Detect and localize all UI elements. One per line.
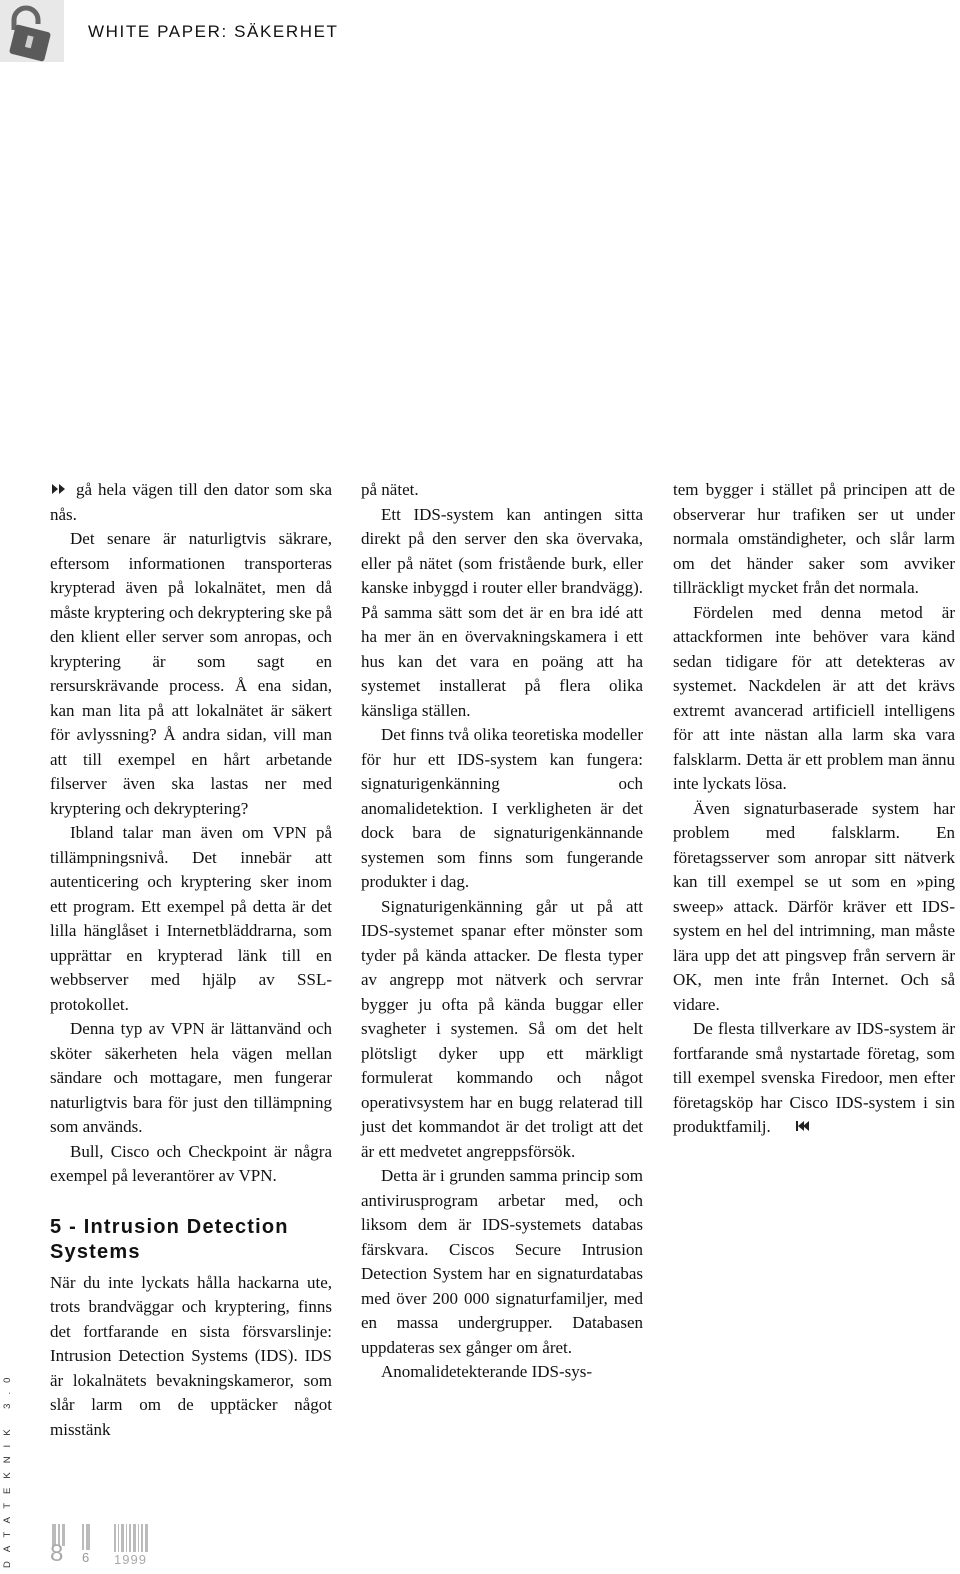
end-of-article-icon [775, 1115, 811, 1140]
paragraph: Det senare är naturligtvis säkrare, eftersom informationen transporteras krypterad även på lokalnätet, men då måste kryptering och dekryptering ske på den klient eller server som anropas, och kryptering är som sagt en rersurskrävande process. Å ena sidan, kan man lita på att lokalnätet är säkert för avlyssning? Å andra sidan, vill man att till exempel en hårt arbetande filserver även ska lastas ner med kryptering och dekryptering? [50, 529, 332, 818]
paragraph [50, 478, 332, 527]
issue-number: 6 [82, 1550, 90, 1565]
paragraph: Ibland talar man även om VPN på tillämpningsnivå. Det innebär att autenticering och kryptering sker inom ett program. Ett exempel på detta är det lilla hänglåset i Internetbläddrarna, som upprättar en krypterad länk till en webbserver med hjälp av SSL-protokollet. [50, 823, 332, 1014]
issue-year: 1999 [114, 1552, 147, 1567]
padlock-icon [0, 0, 64, 62]
paragraph: tem bygger i stället på principen att de observerar hur trafiken ser ut under normala omständigheter, och slår larm om det händer saker som avviker tillräckligt mycket från det normala. [673, 480, 955, 597]
magazine-brand: DATATEKNIK 3.0 [2, 1368, 13, 1568]
article-column-1 [50, 478, 332, 1442]
paragraph: Ett IDS-system kan antingen sitta direkt på den server den ska övervaka, eller på nätet (som fristående burk, eller kanske inbyggd i router eller brandvägg). På samma sätt som det är en bra idé att ha mer än en övervakningskamera i ett hus kan det vara en poäng att ha systemet installerat på flera olika känsliga ställen. [361, 504, 643, 720]
page-header [0, 0, 960, 64]
paragraph: Även signaturbaserade system har problem med falsklarm. En företagsserver som anropar sitt nätverk kan till exempel se ut som en »ping sweep» attack. Därför kräver ett IDS-system en hel del intrimning, man måste lära upp det att pingsvep från servern är OK, men inte från Internet. Och så vidare. [673, 798, 955, 1014]
barcode-graphic [50, 1524, 170, 1570]
paragraph: Detta är i grunden samma princip som antivirusprogram arbetar med, och liksom dem är IDS-systemets databas färskvara. Ciscos Secure Intrusion Detection System har en signaturdatabas med över 200 000 signaturfamiljer, med en massa undergrupper. Databasen uppdateras sex gånger om året. [361, 1166, 643, 1357]
paragraph: Signaturigenkänning går ut på att IDS-systemet spanar efter mönster som tyder på kända attacker. De flesta typer av angrepp mot nätverk och servrar bygger ju ofta på kända buggar eller svagheter i systemen. Så om det helt plötsligt dyker upp ett märkligt formulerat kommando och något operativsystem har en bugg relaterad till just det kommandot är det troligt att det är ett medvetet angreppsförsök. [361, 896, 643, 1161]
header-title: WHITE PAPER: SÄKERHET [88, 22, 339, 41]
paragraph: Anomalidetekterande IDS-sys- [381, 1362, 593, 1381]
paragraph-text: gå hela vägen till den dator som ska nås. [50, 480, 332, 524]
paragraph: Bull, Cisco och Checkpoint är några exempel på leverantörer av VPN. [50, 1141, 332, 1185]
article-column-3 [673, 478, 955, 1140]
paragraph: Denna typ av VPN är lättanvänd och sköter säkerheten hela vägen mellan sändare och mottagare, men fungerar naturligtvis bara för just den tillämpning som används. [50, 1019, 332, 1136]
section-heading: 5 - Intrusion Detection Systems [50, 1215, 289, 1263]
page-footer [50, 1524, 170, 1570]
paragraph: på nätet. [361, 480, 419, 499]
paragraph [673, 1017, 955, 1140]
paragraph: Fördelen med denna metod är attackformen inte behöver vara känd sedan tidigare för att detekteras av systemet. Nackdelen är att det krävs extremt avancerad artificiell intelligens för att inte nästan alla larm ska vara falsklarm. Detta är ett problem man ännu inte lyckats lösa. [673, 602, 955, 793]
article-column-2 [361, 478, 643, 1385]
continue-arrow-icon [50, 478, 70, 503]
paragraph: Det finns två olika teoretiska modeller för hur ett IDS-system kan fungera: signaturigenkänning och anomalidetektion. I verkligheten är det dock bara de signaturigenkännande systemen som finns som fungerande produkter i dag. [361, 725, 643, 891]
page-number: 8 [50, 1540, 64, 1567]
paragraph-text: De flesta tillverkare av IDS-system är fortfarande små nystartade företag, som till exempel svenska Firedoor, men efter företagsköp har Cisco IDS-system i sin produktfamilj. [673, 1019, 955, 1136]
paragraph: När du inte lyckats hålla hackarna ute, trots brandväggar och kryptering, finns det fortfarande en sista försvarslinje: Intrusion Detection Systems (IDS). IDS är lokalnätets bevakningskameror, som slår larm om de upptäcker något misstänk [50, 1272, 332, 1439]
